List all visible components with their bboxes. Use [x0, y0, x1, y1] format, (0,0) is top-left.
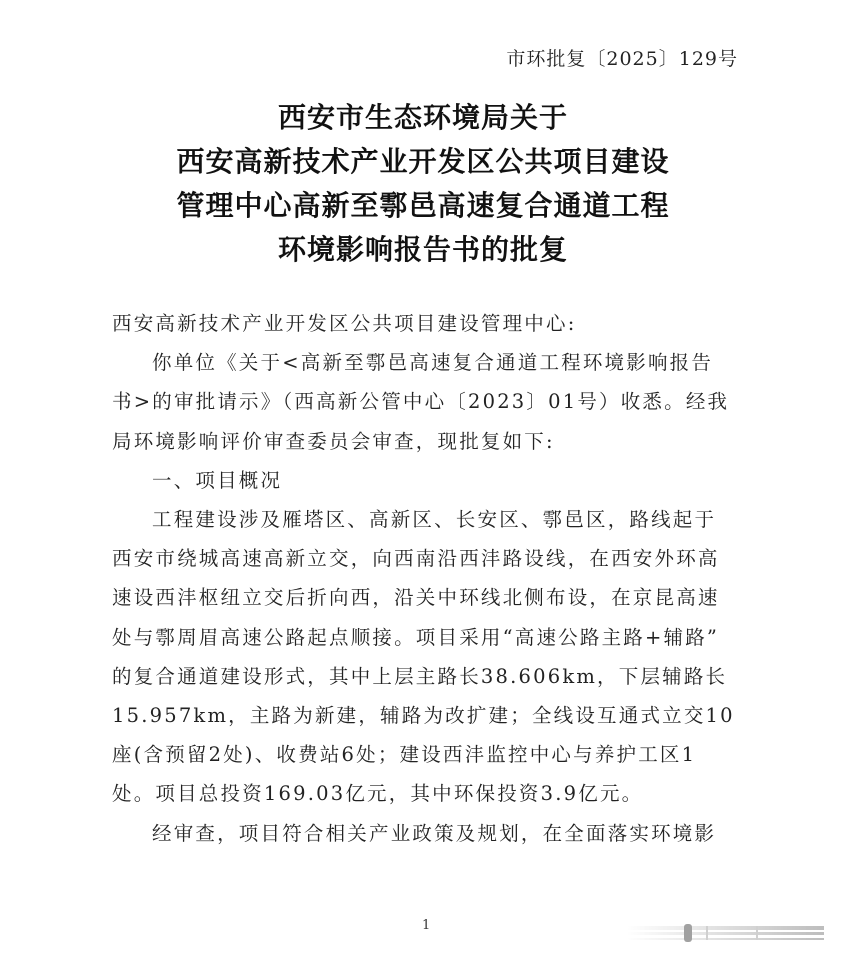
title-line-2: 西安高新技术产业开发区公共项目建设: [176, 145, 670, 178]
overview-line: 处与鄠周眉高速公路起点顺接。项目采用“高速公路主路+辅路”: [112, 625, 720, 649]
overview-line: 的复合通道建设形式，其中上层主路长38.606km，下层辅路长: [112, 664, 728, 688]
page-number: 1: [422, 918, 431, 933]
overview-line: 座(含预留2处)、收费站6处；建设西沣监控中心与养护工区1: [112, 743, 697, 767]
title-line-3: 管理中心高新至鄠邑高速复合通道工程: [176, 189, 670, 222]
overview-line: 工程建设涉及雁塔区、高新区、长安区、鄠邑区，路线起于: [152, 508, 717, 532]
document-number: 市环批复〔2025〕129号: [506, 48, 738, 70]
overview-line: 速设西沣枢纽立交后折向西，沿关中环线北侧布设，在京昆高速: [112, 586, 720, 610]
watermark-icon: [628, 920, 828, 944]
addressee: 西安高新技术产业开发区公共项目建设管理中心:: [112, 312, 577, 335]
review-line: 经审查，项目符合相关产业政策及规划，在全面落实环境影: [152, 821, 717, 845]
overview-line: 15.957km，主路为新建，辅路为改扩建；全线设互通式立交10: [112, 704, 735, 728]
body-line: 局环境影响评价审查委员会审查，现批复如下:: [112, 429, 555, 453]
document-body: [112, 304, 742, 853]
title-line-1: 西安市生态环境局关于: [277, 101, 568, 134]
document-title: [0, 96, 846, 272]
overview-line: 处。项目总投资169.03亿元，其中环保投资3.9亿元。: [112, 782, 644, 806]
title-line-4: 环境影响报告书的批复: [277, 233, 568, 266]
section-heading: 一、项目概况: [152, 468, 283, 492]
body-line: 你单位《关于<高新至鄠邑高速复合通道工程环境影响报告: [152, 351, 714, 375]
body-line: 书>的审批请示》（西高新公管中心〔2023〕01号）收悉。经我: [112, 390, 730, 414]
overview-line: 西安市绕城高速高新立交，向西南沿西沣路设线，在西安外环高: [112, 547, 720, 571]
